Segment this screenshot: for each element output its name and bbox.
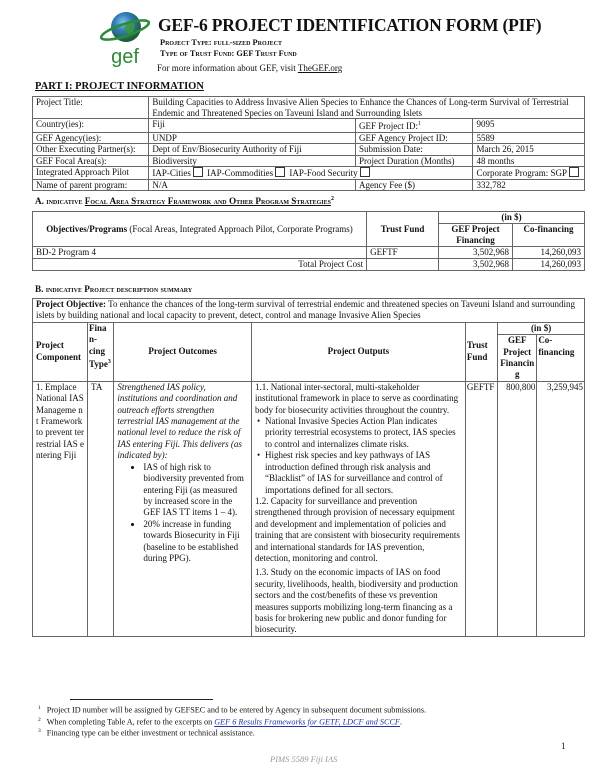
outcomes-header: Project Outcomes: [114, 322, 252, 381]
parent-program-value: N/A: [149, 179, 356, 191]
focal-area-strategy-table: [32, 211, 585, 271]
gef-financing-header: GEF Project Financin g: [498, 335, 537, 382]
in-usd-header: (in $): [498, 322, 585, 334]
cofinancing-header: Co-financing: [537, 335, 585, 382]
svg-text:gef: gef: [111, 46, 139, 68]
component-header: Project Component: [33, 322, 88, 381]
iap-food-security-label: IAP-Food Security: [289, 168, 358, 178]
iap-commodities-label: IAP-Commodities: [207, 168, 274, 178]
gef-financing-cell: 800,800: [498, 381, 537, 636]
trust-fund-cell: GEFTF: [465, 381, 497, 636]
gef-logo: [97, 8, 153, 68]
outcome-text: Strengthened IAS policy, institutions and coordination and outreach efforts strengthen terrestrial IAS management at the national level to reduce the risk of IAS entering Fiji. This delivers (as indicated by):: [117, 381, 242, 461]
component-cell: 1. Emplace National IAS Manageme nt Framework to prevent terrestrial IAS entering Fiji: [33, 381, 88, 636]
gef-project-id-label: GEF Project ID:$^1$: [355, 119, 472, 133]
output-1-1-bullets: [255, 416, 462, 496]
agency-project-id-label: GEF Agency Project ID:: [355, 132, 472, 144]
table-row: [33, 132, 585, 144]
cofinancing-cell: 3,259,945: [537, 381, 585, 636]
gef-website-link[interactable]: TheGEF.org: [297, 63, 343, 73]
country-value: Fiji: [149, 119, 356, 133]
section-a-heading: A. indicative Focal Area Strategy Framework and Other Program Strategies$^2$: [35, 196, 334, 207]
page-number: 1: [561, 741, 566, 751]
list-item: • National Invasive Species Action Plan indicates priority terrestrial ecosystems to protect, IAS species to control and internalizes climate risks.: [265, 416, 462, 450]
cofinancing-header: Co-financing: [513, 224, 585, 247]
total-gef-financing: 3,502,968: [439, 259, 513, 271]
footnote-1: $^1$ Project ID number will be assigned by GEFSEC and to be entered by Agency in subsequent document submissions.: [38, 705, 427, 715]
executing-partner-label: Other Executing Partner(s):: [33, 144, 149, 156]
corporate-program: [473, 167, 585, 180]
list-item: • 20% increase in funding towards Biosecurity in Fiji (baseline to be established during PPG).: [143, 519, 248, 565]
agency-fee-value: 332,782: [473, 179, 585, 191]
executing-partner-value: Dept of Env/Biosecurity Authority of Fiji: [149, 144, 356, 156]
duration-label: Project Duration (Months): [355, 155, 472, 167]
parent-program-label: Name of parent program:: [33, 179, 149, 191]
total-row: [33, 259, 585, 271]
project-objective: [33, 299, 585, 323]
results-frameworks-link[interactable]: GEF 6 Results Frameworks for GETF, LDCF and SCCF: [214, 717, 400, 727]
focal-area-label: GEF Focal Area(s):: [33, 155, 149, 167]
form-title: GEF-6 PROJECT IDENTIFICATION FORM (PIF): [158, 15, 542, 35]
total-trust-fund-cell: [367, 259, 439, 271]
objectives-header: Objectives/Programs (Focal Areas, Integrated Approach Pilot, Corporate Programs): [33, 212, 367, 247]
focal-area-value: Biodiversity: [149, 155, 356, 167]
table-row: [33, 179, 585, 191]
total-cofinancing: 14,260,093: [513, 259, 585, 271]
output-1-3: 1.3. Study on the economic impacts of IAS on food security, livelihoods, health, biodiversity and production sectors and the cost/benefits of these vs prevention measures supports mobilizing long-term financing as a basis for brokering new public and donor funding for biosecurity.: [254, 567, 458, 635]
table-header-row: [33, 322, 585, 334]
table-header-row: [33, 212, 585, 224]
trust-fund-header: Trust Fund: [367, 212, 439, 247]
list-item: • Highest risk species and key pathways of IAS introduction defined through risk analysis and “Blacklist” of IAS for surveillance and control of importations defined for all sectors.: [265, 450, 462, 496]
outcomes-cell: [114, 381, 252, 636]
objective-text: To enhance the chances of the long-term survival of terrestrial endemic and threatened species on Taveuni Island and surrounding islets by building national and local capacity to prevent, detect, control and manage Invasive Alien Species: [36, 299, 576, 321]
footnote-2: $^2$ When completing Table A, refer to the excerpts on GEF 6 Results Frameworks for GETF, LDCF and SCCF.: [38, 717, 402, 727]
outputs-cell: [251, 381, 465, 636]
iap-cities-label: IAP-Cities: [152, 168, 191, 178]
more-info: [157, 63, 342, 74]
trust-fund-cell: GEFTF: [367, 247, 439, 259]
footnote-3: $^3$ Financing type can be either investment or technical assistance.: [38, 728, 255, 738]
duration-value: 48 months: [473, 155, 585, 167]
project-type: Project Type: full-sized Project: [160, 38, 282, 47]
iap-label: Integrated Approach Pilot: [33, 167, 149, 180]
table-row: [33, 144, 585, 156]
table-row: [33, 247, 585, 259]
outcome-indicators: [117, 462, 248, 565]
project-info-table: [32, 96, 585, 191]
table-row: [33, 167, 585, 180]
in-usd-header: (in $): [439, 212, 585, 224]
table-row: [33, 97, 585, 119]
gef-financing-cell: 3,502,968: [439, 247, 513, 259]
gef-agency-label: GEF Agency(ies):: [33, 132, 149, 144]
iap-commodities-checkbox[interactable]: [275, 167, 285, 177]
section-b-heading: B. indicative Project description summary: [35, 284, 193, 294]
footnote-divider: [70, 699, 213, 700]
project-title-label: Project Title:: [33, 97, 149, 119]
table-row: [33, 155, 585, 167]
iap-food-security-checkbox[interactable]: [360, 167, 370, 177]
objective-row: [33, 299, 585, 323]
gef-agency-value: UNDP: [149, 132, 356, 144]
objective-cell: BD-2 Program 4: [33, 247, 367, 259]
more-info-text: For more information about GEF, visit: [157, 63, 298, 73]
agency-project-id-value: 5589: [473, 132, 585, 144]
gef-project-id-value: 9095: [473, 119, 585, 133]
financing-type-header: Fina n-cing Type$^3$: [88, 322, 114, 381]
corporate-program-label: Corporate Program: SGP: [476, 168, 567, 178]
project-title-value: Building Capacities to Address Invasive Alien Species to Enhance the Chances of Long-term Survival of Terrestrial Endemic and Threatened Species on Taveuni Island and Surrounding Islets: [149, 97, 585, 119]
list-item: • IAS of high risk to biodiversity prevented from entering Fiji (as measured by increased score in the GEF IAS TT items 1 – 4).: [143, 462, 248, 519]
table-row: [33, 119, 585, 133]
submission-date-label: Submission Date:: [355, 144, 472, 156]
agency-fee-label: Agency Fee ($): [355, 179, 472, 191]
table-row: [33, 381, 585, 636]
country-label: Country(ies):: [33, 119, 149, 133]
trust-fund-header: Trust Fund: [465, 322, 497, 381]
outputs-header: Project Outputs: [251, 322, 465, 381]
trust-fund-type: Type of Trust Fund: GEF Trust Fund: [160, 49, 297, 58]
total-label: Total Project Cost: [33, 259, 367, 271]
sgp-checkbox[interactable]: [569, 167, 579, 177]
document-reference: PIMS 5589 Fiji IAS: [270, 754, 338, 764]
iap-cities-checkbox[interactable]: [193, 167, 203, 177]
objective-label: Project Objective:: [36, 299, 107, 309]
part1-heading: PART I: PROJECT INFORMATION: [35, 81, 204, 92]
submission-date-value: March 26, 2015: [473, 144, 585, 156]
output-1-1: 1.1. National inter-sectoral, multi-stakeholder institutional framework in place to serve as coordinating body for biosecurity activities throughout the country.: [254, 381, 459, 415]
output-1-2: 1.2. Capacity for surveillance and prevention strengthened through provision of necessary equipment and development and implementation of policies and training that are consistent with biosecurity requirements and international standards for IAS prevention, detection, monitoring and control.: [254, 495, 460, 563]
cofinancing-cell: 14,260,093: [513, 247, 585, 259]
financing-type-cell: TA: [88, 381, 114, 636]
gef-financing-header: GEF Project Financing: [439, 224, 513, 247]
iap-options: [149, 167, 473, 180]
project-description-table: [32, 298, 585, 637]
